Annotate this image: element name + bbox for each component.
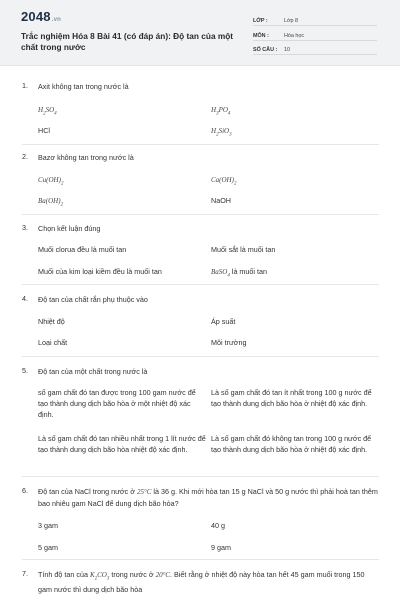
chem-formula: $K_2CO_3$ — [89, 571, 110, 582]
question-text: Độ tan của một chất trong nước là — [38, 367, 148, 376]
chem-formula: BaSO$_4$ — [211, 268, 230, 279]
meta-key: SỐ CÂU : — [253, 47, 278, 53]
answer-option[interactable]: BaSO$_4$ là muối tan — [211, 267, 267, 279]
answer-option[interactable]: 40 g — [211, 521, 225, 530]
question-number: 7. — [22, 569, 28, 578]
meta-value: 10 — [284, 47, 290, 53]
meta-panel — [253, 15, 377, 59]
question-text — [38, 569, 378, 595]
answer-option[interactable]: 3 gam — [38, 521, 58, 530]
question-divider — [22, 476, 379, 477]
answer-option[interactable]: Là số gam chất đó không tan trong 100 g nước để tạo thành dung dịch bão hòa ở nhiệt độ xác định. — [211, 434, 372, 455]
answer-option[interactable]: số gam chất đó tan được trong 100 gam nước để tạo thành dung dịch bão hòa ở một nhiệt độ xác định. — [38, 388, 196, 420]
question-text-part: Độ tan của NaCl trong nước ở — [38, 487, 135, 496]
temperature-formula: 20°C — [155, 571, 171, 579]
question-number: 5. — [22, 366, 28, 375]
chem-formula: $H_2SiO_3$ — [211, 127, 232, 138]
answer-option[interactable]: Muối clorua đều là muối tan — [38, 245, 127, 254]
page-title: Trắc nghiệm Hóa 8 Bài 41 (có đáp án): Độ tan của một chất trong nước — [21, 31, 234, 52]
question-text-part: Tính độ tan của — [38, 570, 88, 579]
question-number: 2. — [22, 152, 28, 161]
answer-option[interactable]: Muối của kim loại kiềm đều là muối tan — [38, 267, 162, 276]
chem-formula: $Ca(OH)_2$ — [211, 176, 237, 187]
question-divider — [22, 559, 379, 560]
answer-option[interactable]: Muối sắt là muối tan — [211, 245, 276, 254]
temperature-formula: 25°C — [136, 488, 152, 496]
question-text: Chọn kết luận đúng — [38, 224, 101, 233]
page-header — [0, 0, 400, 66]
meta-row-subject — [253, 30, 377, 41]
question-number: 4. — [22, 294, 28, 303]
meta-key: LỚP : — [253, 18, 268, 24]
logo-suffix: .vn — [51, 17, 62, 23]
answer-option[interactable]: Áp suất — [211, 317, 236, 326]
answer-option[interactable]: Nhiệt độ — [38, 317, 65, 326]
question-number: 6. — [22, 486, 28, 495]
answer-option[interactable]: 5 gam — [38, 543, 58, 552]
answer-option[interactable] — [211, 104, 230, 120]
question-text-part: là 36 g. Khi mới hòa tan 15 g NaCl và 50 g nước thì phải hoà tan thêm bao nhiêu gam NaCl để dung dịch bão hòa? — [38, 487, 378, 508]
answer-option[interactable]: 9 gam — [211, 543, 231, 552]
chem-formula: $H_3PO_4$ — [211, 106, 231, 117]
question-text-part: . Biết rằng ở nhiệt độ này hòa tan hết 45 gam muối trong 150 gam nước thì dung dịch bão hòa — [38, 570, 365, 595]
question-text: Bazơ không tan trong nước là — [38, 153, 134, 162]
meta-value: Lớp 8 — [284, 18, 299, 24]
chem-formula: $H_2SO_4$ — [38, 106, 57, 117]
question-text: Axit không tan trong nước là — [38, 82, 129, 91]
answer-option[interactable]: Là số gam chất đó tan nhiều nhất trong 1 lít nước để tạo thành dung dịch bão hòa nhiệt độ xác định. — [38, 434, 206, 455]
answer-option[interactable] — [211, 125, 232, 141]
question-divider — [22, 284, 379, 285]
question-number: 3. — [22, 223, 28, 232]
logo-text: 2048 — [21, 9, 51, 24]
meta-row-count — [253, 44, 377, 55]
question-divider — [22, 144, 379, 145]
site-logo[interactable] — [21, 9, 61, 24]
meta-key: MÔN : — [253, 32, 269, 39]
answer-option[interactable] — [38, 174, 63, 190]
question-text-part: trong nước ở — [109, 570, 154, 579]
question-divider — [22, 356, 379, 357]
answer-option[interactable]: NaOH — [211, 196, 231, 205]
answer-option[interactable]: Môi trường — [211, 338, 247, 347]
chem-formula: $Ba(OH)_2$ — [38, 197, 64, 208]
meta-row-class — [253, 15, 377, 26]
answer-option[interactable] — [38, 104, 57, 120]
answer-option[interactable]: Là số gam chất đó tan ít nhất trong 100 g nước để tạo thành dung dịch bão hòa ở nhiệt độ xác định. — [211, 388, 372, 409]
answer-option[interactable] — [211, 174, 236, 190]
meta-value: Hóa học — [284, 32, 305, 39]
question-text: Độ tan của chất rắn phụ thuộc vào — [38, 295, 148, 304]
answer-option[interactable]: HCl — [38, 126, 50, 135]
answer-option[interactable] — [38, 195, 63, 211]
question-text — [38, 486, 378, 509]
answer-option[interactable]: Loại chất — [38, 338, 68, 347]
question-divider — [22, 214, 379, 215]
question-number: 1. — [22, 81, 28, 90]
chem-formula: $Cu(OH)_2$ — [38, 176, 64, 187]
